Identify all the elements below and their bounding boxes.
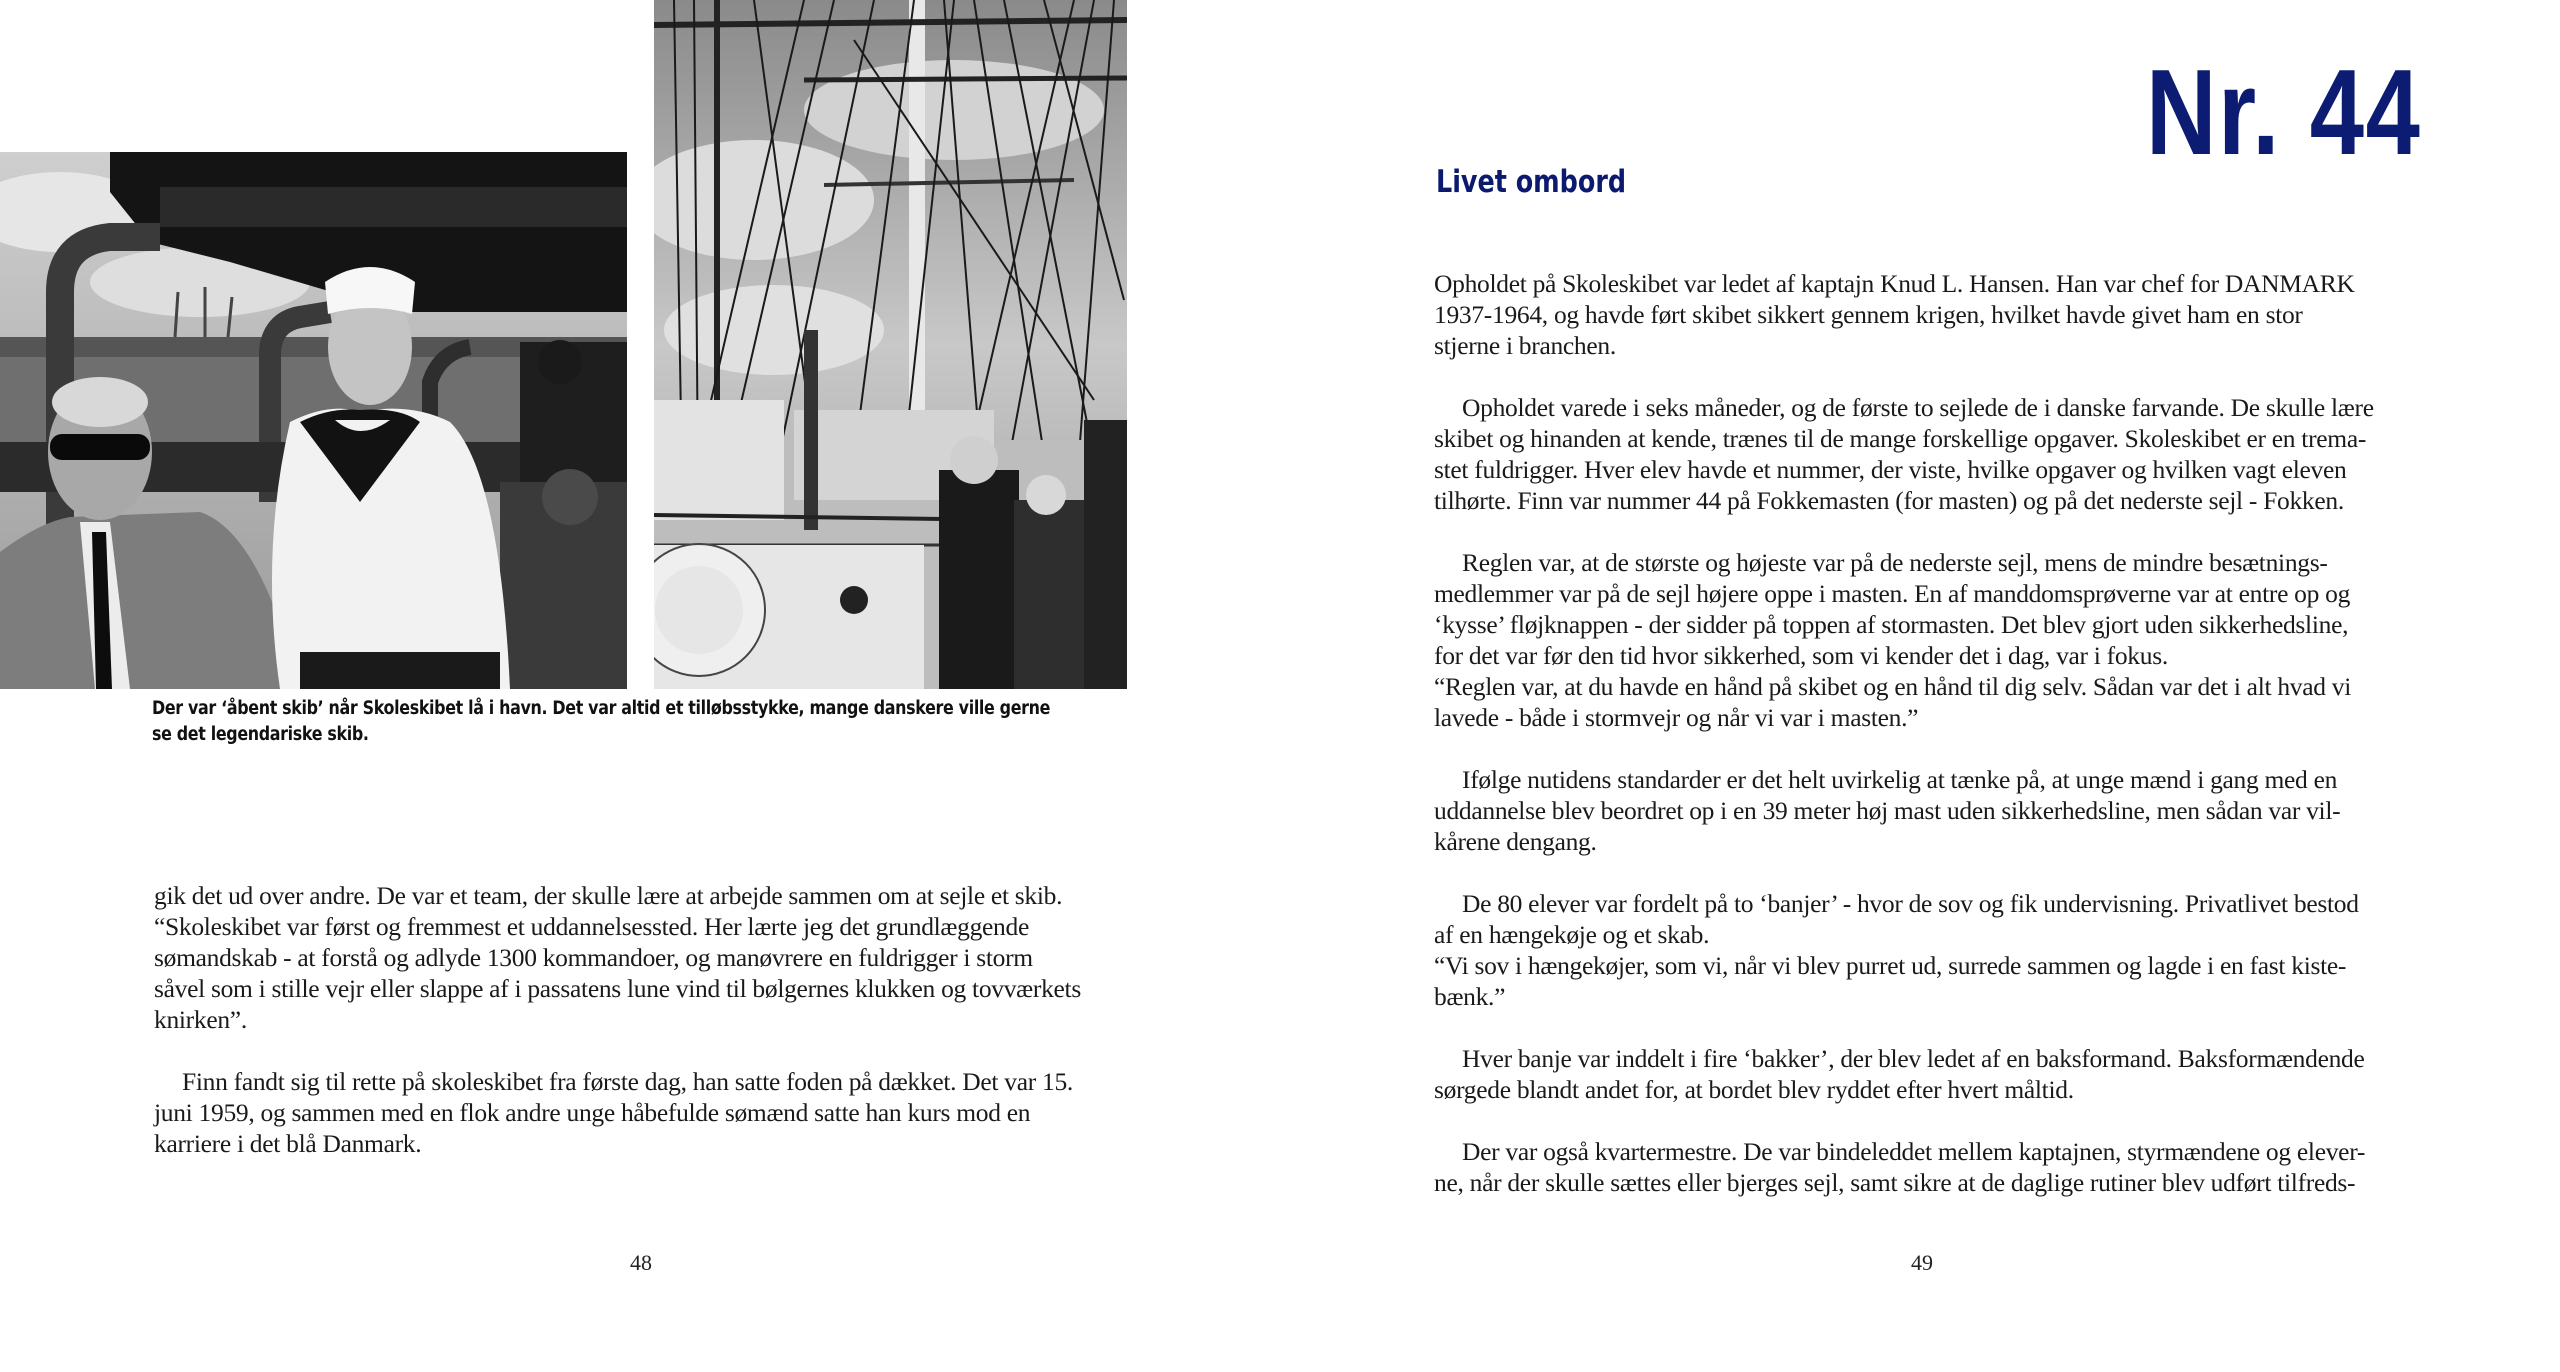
text-line: Opholdet varede i seks måneder, og de første to sejlede de i danske farvande. De skulle lære: [1462, 393, 2374, 422]
text-line: ‘kysse’ fløjknappen - der sidder på toppen af stormasten. Det blev gjort uden sikkerhedsline,: [1434, 610, 2349, 639]
text-line: “Reglen var, at du havde en hånd på skibet og en hånd til dig selv. Sådan var det i alt hvad vi: [1434, 672, 2352, 701]
text-line: karriere i det blå Danmark.: [154, 1129, 422, 1158]
paragraph: [1434, 1136, 2444, 1198]
text-line: Der var også kvartermestre. De var bindeleddet mellem kaptajnen, styrmændene og elever-: [1462, 1137, 2366, 1166]
paragraph: [154, 880, 1154, 1035]
photo-captain-and-sailor-image: [0, 152, 627, 689]
chapter-number: Nr. 44: [2146, 44, 2422, 180]
page-number-left: 48: [630, 1250, 652, 1275]
text-line: Reglen var, at de største og højeste var på de nederste sejl, mens de mindre besætnings-: [1462, 548, 2328, 577]
photo-captain-and-sailor: [0, 152, 627, 689]
text-line: Finn fandt sig til rette på skoleskibet fra første dag, han satte foden på dækket. Det var 15.: [182, 1067, 1073, 1096]
text-line: af en hængekøje og et skab.: [1434, 920, 1710, 949]
text-line: ne, når der skulle sættes eller bjerges sejl, samt sikre at de daglige rutiner blev udført tilfreds-: [1434, 1168, 2356, 1197]
text-line: kårene dengang.: [1434, 827, 1597, 856]
paragraph: [1434, 268, 2444, 361]
text-line: De 80 elever var fordelt på to ‘banjer’ - hvor de sov og fik undervisning. Privatlivet bestod: [1462, 889, 2359, 918]
text-line: gik det ud over andre. De var et team, der skulle lære at arbejde sammen om at sejle et skib.: [154, 881, 1063, 910]
text-line: Opholdet på Skoleskibet var ledet af kaptajn Knud L. Hansen. Han var chef for DANMARK: [1434, 269, 2355, 298]
paragraph: [1434, 547, 2444, 733]
text-line: “Vi sov i hængekøjer, som vi, når vi blev purret ud, surrede sammen og lagde i en fast kiste-: [1434, 951, 2347, 980]
text-line: juni 1959, og sammen med en flok andre unge håbefulde sømænd satte han kurs mod en: [154, 1098, 1031, 1127]
paragraph: [1434, 1043, 2444, 1105]
page-number-right: 49: [1911, 1250, 1933, 1275]
photo-caption: [152, 696, 1132, 748]
text-line: Hver banje var inddelt i fire ‘bakker’, der blev ledet af en baksformand. Baksformændende: [1462, 1044, 2365, 1073]
text-line: 1937-1964, og havde ført skibet sikkert gennem krigen, hvilket havde givet ham en stor: [1434, 300, 2303, 329]
left-page-body-text: [154, 880, 1154, 1190]
paragraph: [154, 1066, 1154, 1159]
paragraph: [1434, 888, 2444, 1012]
text-line: skibet og hinanden at kende, trænes til de mange forskellige opgaver. Skoleskibet er en trema-: [1434, 424, 2367, 453]
photo-ship-rigging: [654, 0, 1127, 689]
paragraph: [1434, 392, 2444, 516]
photo-ship-rigging-image: [654, 0, 1127, 689]
text-line: sørgede blandt andet for, at bordet blev ryddet efter hvert måltid.: [1434, 1075, 2074, 1104]
text-line: stet fuldrigger. Hver elev havde et nummer, der viste, hvilke opgaver og hvilken vagt eleven: [1434, 455, 2347, 484]
text-line: uddannelse blev beordret op i en 39 meter høj mast uden sikkerhedsline, men sådan var vil-: [1434, 796, 2341, 825]
paragraph: [1434, 764, 2444, 857]
section-heading: Livet ombord: [1436, 164, 1627, 200]
text-line: bænk.”: [1434, 982, 1506, 1011]
text-line: stjerne i branchen.: [1434, 331, 1616, 360]
caption-line: Der var ‘åbent skib’ når Skoleskibet lå i havn. Det var altid et tilløbsstykke, mange danskere ville gerne: [152, 698, 1051, 719]
text-line: for det var før den tid hvor sikkerhed, som vi kender det i dag, var i fokus.: [1434, 641, 2168, 670]
text-line: “Skoleskibet var først og fremmest et uddannelsessted. Her lærte jeg det grundlæggende: [154, 912, 1029, 941]
text-line: Ifølge nutidens standarder er det helt uvirkelig at tænke på, at unge mænd i gang med en: [1462, 765, 2338, 794]
right-page-body-text: [1434, 268, 2444, 1229]
text-line: lavede - både i stormvejr og når vi var i masten.”: [1434, 703, 1919, 732]
text-line: medlemmer var på de sejl højere oppe i masten. En af manddomsprøverne var at entre op og: [1434, 579, 2351, 608]
text-line: tilhørte. Finn var nummer 44 på Fokkemasten (for masten) og på det nederste sejl - Fokken.: [1434, 486, 2344, 515]
text-line: sømandskab - at forstå og adlyde 1300 kommandoer, og manøvrere en fuldrigger i storm: [154, 943, 1033, 972]
caption-line: se det legendariske skib.: [152, 724, 369, 745]
text-line: såvel som i stille vejr eller slappe af i passatens lune vind til bølgernes klukken og tovværkets: [154, 974, 1081, 1003]
text-line: knirken”.: [154, 1005, 247, 1034]
